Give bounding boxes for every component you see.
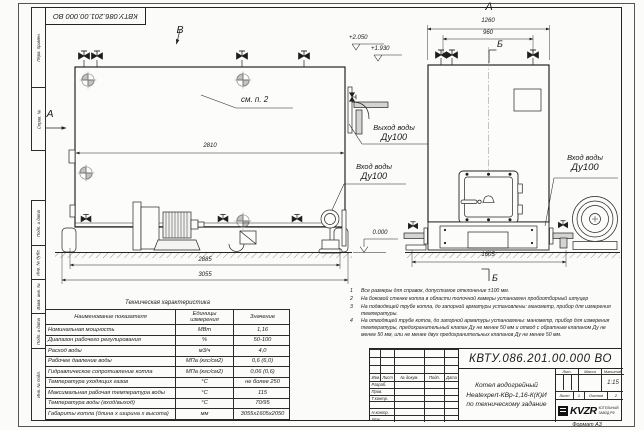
tech-table [45,309,290,420]
water-inlet-side-dn: Ду100 [361,171,387,181]
notes-list [348,288,620,340]
dimension-3055: 3055 [198,272,212,278]
margin-box-inv-dubl: Инв. № дубл. [31,245,46,280]
scale-cell: Масштаб 1:15 [601,369,624,391]
front-view-title: А [485,1,493,13]
title-block [369,348,622,421]
table-row: Гидравлическое сопротивление котла МПа (кгс/см2) 0,06 (0,6) [46,366,289,377]
margin-box-podp-data-1: Подп. и дата [31,200,46,246]
dimension-960: 960 [482,30,493,36]
section-b-bottom: Б [492,273,498,283]
document-designation: КВТУ.086.201.00.000 ВО [458,349,623,369]
water-outlet-dn: Ду100 [381,132,407,142]
view-arrow-label-a: А [46,108,54,120]
table-row: Номинальная мощность МВт 1,16 [46,324,289,335]
table-row: Расход воды м3/ч 4,0 [46,345,289,356]
sign-row: Разраб. [370,381,458,388]
margin-box-perv-primen: Перв. примен. [31,7,46,88]
water-inlet-front-label: Вход воды [567,153,603,162]
margin-box-podp-data-2: Подп. и дата [31,313,46,349]
lit-cell: Лит. [556,369,578,391]
kvzr-logo-icon [558,406,568,416]
dimension-2810: 2810 [203,143,217,149]
elevation-2050: +2.050 [349,35,368,41]
water-outlet-label: Выход воды [373,123,415,132]
margin-box-sprav-no: Справ. № [31,87,46,151]
mass-cell: Масса [578,369,601,391]
table-row: Температура воды (вход/выход) °С 70/95 [46,398,289,409]
table-row: Рабочее давление воды МПа (кгс/см2) 0,6 (6,0) [46,356,289,367]
note-item: 1 Все размеры для справок, допустимое отклонение ±100 мм. [350,288,510,294]
tech-table-title: Техническая характеристика [125,300,210,306]
view-arrow-label-b: В [176,24,184,36]
document-name: Котел водогрейный Heatexpert-КВр-1,16-К(К)И по техническому задание [466,381,547,409]
dimension-1260: 1260 [481,18,495,24]
company-logo-area [556,399,623,421]
format-note: Формат А3 [572,421,602,428]
dimension-2885: 2885 [198,257,212,263]
note-item: 3 На подводящей трубе котла, до запорной арматуры установлены: манометр, прибор для измерения температуры. [350,303,611,317]
sheet-row: Лист 1 Листов 2 [556,391,623,399]
table-row: Габариты котла (длина х ширина х высота) мм 3055х1605х2050 [46,408,289,419]
revision-grid [370,349,458,422]
sign-row: Утв. [370,415,458,422]
corner-stamp: КВТУ.086.201.00.000 ВО [45,7,146,25]
elevation-0000: 0.000 [372,230,388,236]
water-inlet-side-label: Вход воды [356,162,392,171]
margin-box-inv-podl: Инв. № подл. [31,348,46,421]
revision-header-row: Изм. Лист № докум. Подп. Дата [371,375,457,380]
kvzr-logo-subtext: КОТЕЛЬНЫЙ ЗАВОД РФ [598,406,619,415]
sign-row: Н.контр. [370,408,458,415]
see-note-callout: см. п. 2 [241,95,269,104]
side-view [46,30,428,284]
dimension-1605: 1605 [481,252,495,258]
kvzr-logo-text: KVZR [570,404,597,417]
sign-row [370,401,458,408]
sign-row: Т.контр. [370,395,458,402]
table-row: Максимальная рабочая температура воды °С 115 [46,387,289,398]
note-item: 4 На отводящей трубе котла, до запорной арматуры установлены: манометр, прибор для измерения температуры, предохранительный клапан Ду не менее 50 мм и отвод с обратным клапаном Ду не менее 50 мм, или не менее двух предохранительных клапанов Ду не менее 50 мм. [350,318,610,339]
elevation-1930: +1.930 [371,46,390,52]
section-b-top: Б [497,39,503,49]
table-row: Температура уходящих газов °С не более 250 [46,377,289,388]
table-header-row: Наименование показателя Единицы измерения Значение [46,310,289,324]
water-inlet-front-dn: Ду100 [571,162,599,173]
note-item: 2 На боковой стенке котла в области топочной камеры установлен пробоотборный штуцер [350,295,589,302]
margin-box-vzam-inv: Взам. инв. № [31,279,46,314]
table-row: Диапазон рабочего регулирования % 50-100 [46,335,289,346]
title-block-right [555,369,623,422]
sign-row: Пров. [370,388,458,395]
